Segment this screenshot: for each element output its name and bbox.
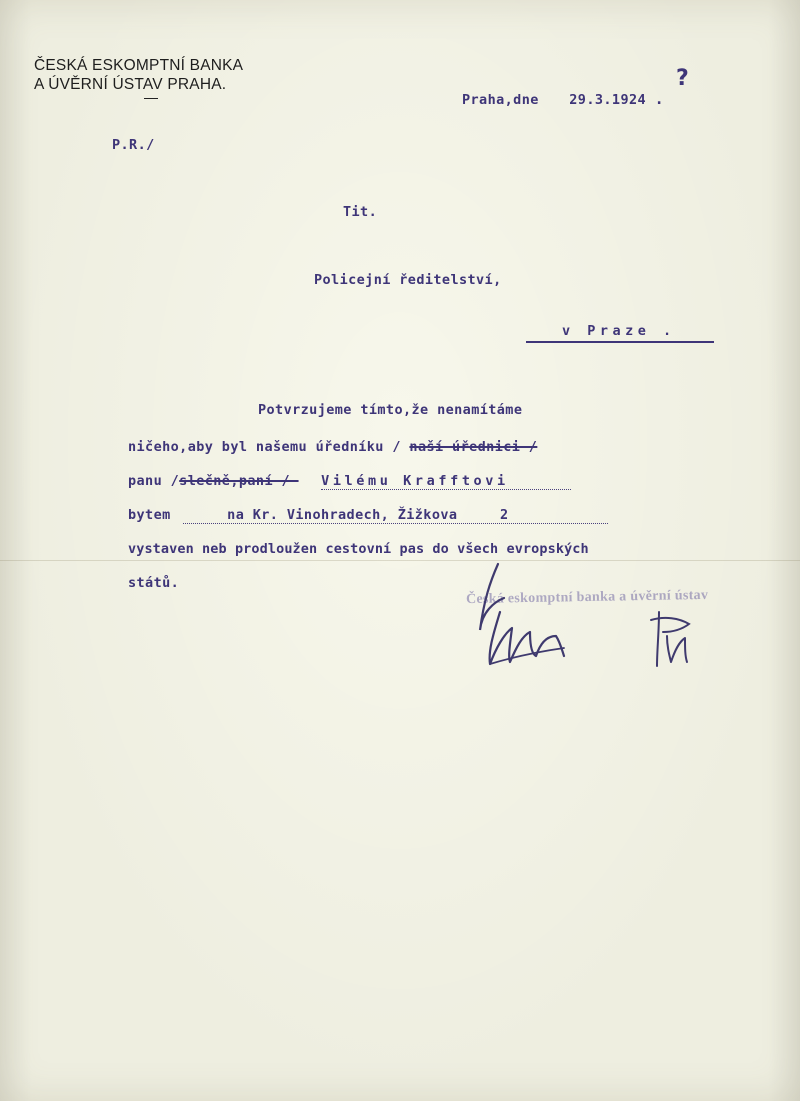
body-line-4 xyxy=(128,507,608,524)
address-street: na Kr. Vinohradech, Žižkova xyxy=(227,507,458,523)
salutation-panu: panu / xyxy=(128,473,180,489)
addressee-city: v Praze . xyxy=(562,323,676,339)
addressee-salutation: Tit. xyxy=(343,204,378,220)
address-field xyxy=(183,507,608,524)
date-value: 29.3.1924 xyxy=(569,92,647,108)
paper-fold-line xyxy=(0,560,800,561)
bank-letterhead xyxy=(34,56,243,99)
address-number: 2 xyxy=(499,507,509,523)
recipient-name-field xyxy=(321,473,571,490)
letterhead-line-2: A ÚVĚRNÍ ÚSTAV PRAHA. xyxy=(34,76,227,93)
signature-right xyxy=(645,606,705,676)
reference-code: P.R./ xyxy=(112,137,155,153)
body-line-6: států. xyxy=(128,575,180,591)
struck-title-options: slečně,paní /- xyxy=(179,473,299,489)
body-line-2 xyxy=(128,439,537,455)
letterhead-line-1: ČESKÁ ESKOMPTNÍ BANKA xyxy=(34,57,244,74)
addressee-office: Policejní ředitelství, xyxy=(314,272,502,288)
date-question-mark: ? xyxy=(676,66,689,91)
date-line xyxy=(462,90,664,108)
body-line-3 xyxy=(128,473,571,490)
body-line-2-text: ničeho,aby byl našemu úředníku / xyxy=(128,439,401,455)
body-line-5: vystaven neb prodloužen cestovní pas do všech evropských xyxy=(128,541,589,557)
date-prefix: Praha,dne xyxy=(462,92,539,108)
signature-left xyxy=(460,552,590,682)
address-prefix: bytem xyxy=(128,507,171,523)
recipient-name: Vilému Krafftovi xyxy=(321,473,509,489)
letterhead-dash xyxy=(144,98,158,99)
city-underline xyxy=(526,341,714,343)
date-dot: . xyxy=(654,90,664,108)
bank-stamp: Česká eskomptní banka a úvěrní ústav xyxy=(465,587,709,608)
struck-female-form: naší úřednici / xyxy=(409,439,538,455)
body-line-1: Potvrzujeme tímto,že nenamítáme xyxy=(258,402,523,418)
